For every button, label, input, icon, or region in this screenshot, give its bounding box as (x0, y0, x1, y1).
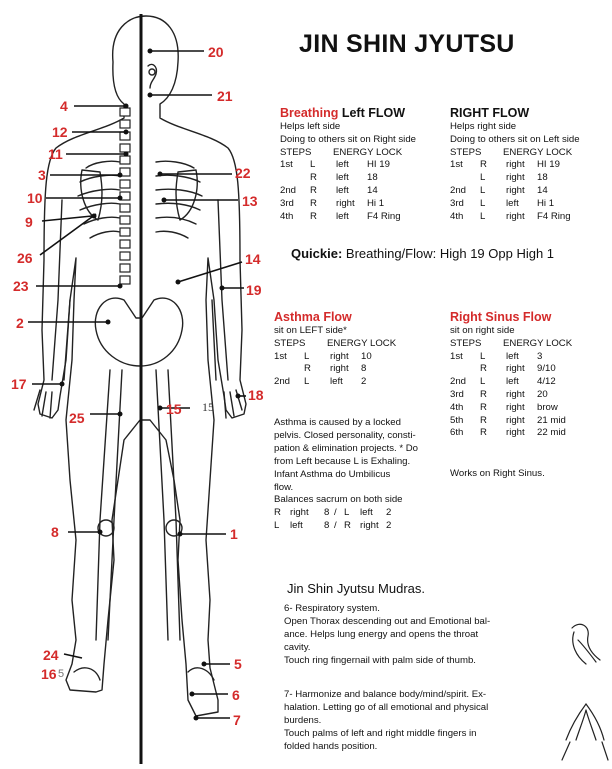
table-row: 2nd L left 2 (274, 376, 367, 388)
steps-header: STEPS (450, 146, 482, 158)
point-23-label: 23 (13, 278, 29, 294)
point-22-label: 22 (235, 165, 251, 181)
point-14-label: 14 (245, 251, 261, 267)
sinus-rows (450, 351, 572, 441)
table-row: 1st L left HI 19 (280, 159, 390, 171)
breathing-left-title: Breathing Left FLOW (280, 106, 405, 120)
steps-header: STEPS (274, 337, 306, 349)
table-row: 3rd R right 20 (450, 388, 548, 400)
point-21-label: 21 (217, 88, 233, 104)
point-7-label: 7 (233, 712, 241, 728)
table-row: 5th R right 21 mid (450, 414, 566, 426)
steps-header: STEPS (280, 146, 312, 158)
breathing-right-rows (450, 159, 580, 223)
breathing-right-title: RIGHT FLOW (450, 106, 530, 120)
mudra-6-hand (572, 624, 600, 664)
point-6-label: 6 (232, 687, 240, 703)
point-16-label: 16 (41, 666, 57, 682)
breathing-left-line1: Helps left side (280, 121, 341, 132)
point-13-label: 13 (242, 193, 258, 209)
page-title: JIN SHIN JYUTSU (299, 30, 515, 58)
point-24-label: 24 (43, 647, 59, 663)
table-row: L right 18 (480, 172, 548, 184)
point-19-label: 19 (246, 282, 262, 298)
energy-lock-header: ENERGY LOCK (327, 337, 397, 349)
asthma-section (274, 310, 396, 389)
table-row: 4th R left F4 Ring (280, 210, 401, 222)
mudra-7-text: 7- Harmonize and balance body/mind/spirit. Ex- halation. Letting go of all emotional and physical burdens. Touch palms of left and right middle fingers in folded hands position. (284, 689, 489, 752)
faint-15-label: 15 (202, 400, 214, 414)
table-row: 4th R right brow (450, 401, 558, 413)
table-row: 1st R right HI 19 (450, 159, 560, 171)
point-9-label: 9 (25, 214, 33, 230)
breathing-right-line2: Doing to others sit on Left side (450, 133, 580, 145)
point-3-label: 3 (38, 167, 46, 183)
point-2-label: 2 (16, 315, 24, 331)
point-5-label: 5 (234, 656, 242, 672)
energy-lock-header: ENERGY LOCK (503, 337, 573, 349)
faint-5-label: 5 (58, 668, 65, 680)
asthma-description: Asthma is caused by a locked pelvis. Closed personality, consti- pation & elimination projects. * Do from Left because L is Exhaling. Infant Asthma do Umbilicus flow. Balances sacrum on both side R right 8 / L left 2 L left 8 / R right 2 (274, 417, 444, 533)
table-row: 4th L right F4 Ring (450, 210, 571, 222)
mudra-7-hands (562, 704, 608, 760)
table-row: 3rd R right Hi 1 (280, 197, 385, 209)
breathing-right-line1: Helps right side (450, 121, 517, 132)
breathing-left-rows (280, 159, 416, 223)
point-8-label: 8 (51, 524, 59, 540)
point-10-label: 10 (27, 190, 43, 206)
point-12-label: 12 (52, 124, 68, 140)
point-1-label: 1 (230, 526, 238, 542)
steps-header: STEPS (450, 337, 482, 349)
table-row: 1st L right 10 (274, 350, 372, 362)
table-row: 2nd R left 14 (280, 184, 378, 196)
asthma-rows (274, 351, 396, 389)
table-row: 6th R right 22 mid (450, 427, 566, 439)
breathing-left-line2: Doing to others sit on Right side (280, 133, 416, 145)
asthma-line1: sit on LEFT side* (274, 325, 347, 336)
mudra-6-text: 6- Respiratory system. Open Thorax descending out and Emotional bal- ance. Helps lung energy and opens the throat cavity. Touch ring fingernail with palm side of thumb. (284, 603, 491, 666)
breathing-left-section (280, 106, 416, 223)
asthma-title: Asthma Flow (274, 310, 352, 324)
energy-lock-header: ENERGY LOCK (503, 146, 573, 158)
sinus-note: Works on Right Sinus. (450, 468, 545, 479)
balance-row-2: L left 8 / R right 2 (274, 520, 392, 532)
sinus-title: Right Sinus Flow (450, 310, 552, 324)
table-row: 1st L left 3 (450, 350, 543, 362)
mudras-title: Jin Shin Jyutsu Mudras. (287, 581, 426, 596)
point-15-label: 15 (166, 401, 182, 417)
sinus-section (450, 310, 572, 440)
table-row: R left 18 (310, 172, 378, 184)
point-11-label: 11 (48, 146, 63, 162)
point-17-label: 17 (11, 376, 27, 392)
point-4-label: 4 (60, 98, 68, 114)
table-row: 2nd L right 14 (450, 184, 548, 196)
table-row: R right 9/10 (480, 363, 556, 375)
table-row: 3rd L left Hi 1 (450, 197, 555, 209)
table-row: 2nd L left 4/12 (450, 376, 556, 388)
sinus-line1: sit on right side (450, 325, 515, 336)
point-25-label: 25 (69, 410, 85, 426)
breathing-right-section (450, 106, 580, 223)
quickie-line: Quickie: Breathing/Flow: High 19 Opp High 1 (291, 246, 555, 261)
balance-row-1: R right 8 / L left 2 (274, 507, 392, 519)
point-20-label: 20 (208, 44, 224, 60)
energy-lock-header: ENERGY LOCK (333, 146, 403, 158)
table-row: R right 8 (304, 363, 367, 375)
point-18-label: 18 (248, 387, 264, 403)
point-26-label: 26 (17, 250, 33, 266)
